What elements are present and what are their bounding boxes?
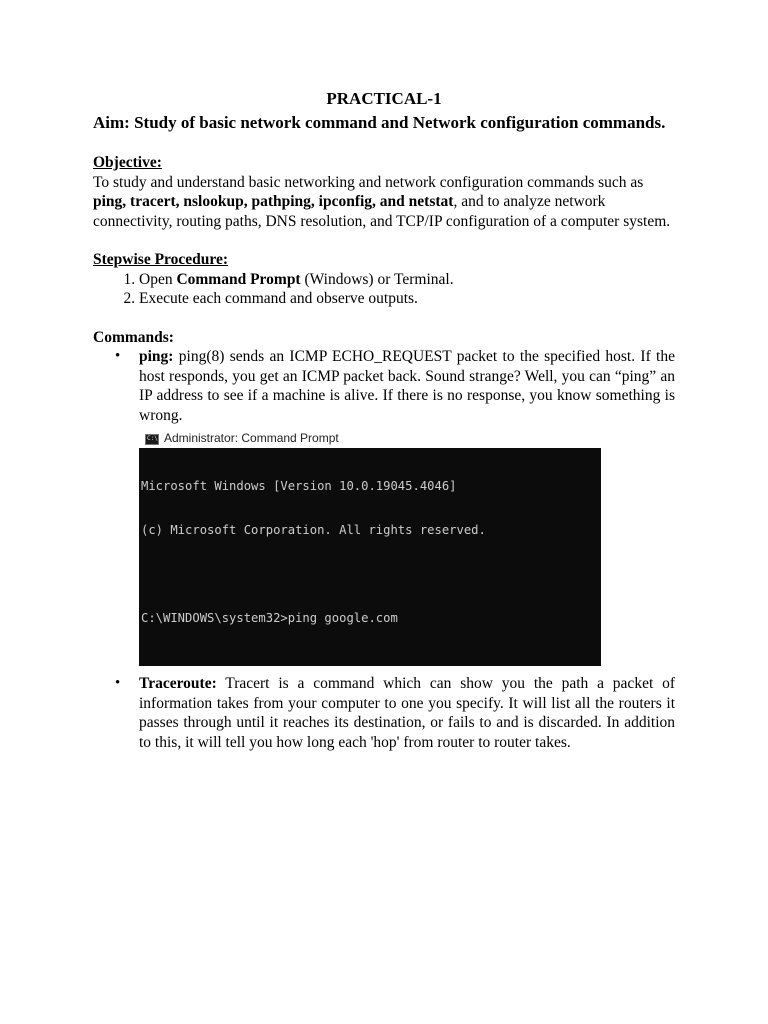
objective-text-part-2: , and to analyze network connectivity, routing paths, DNS resolution, and TCP/IP configuration of a computer system. <box>93 193 671 230</box>
procedure-steps <box>93 270 675 309</box>
procedure-step-text: (Windows) or Terminal. <box>300 270 454 288</box>
procedure-step-text: Execute each command and observe outputs. <box>139 290 418 307</box>
command-description: Tracert is a command which can show you the path a packet of information takes from your computer to one you specify. It will list all the routers it passes through until it reaches its destination, or fails to and is discarded. In addition to this, it will tell you how long each 'hop' from router to router takes. <box>139 675 675 751</box>
procedure-step-text: Open <box>139 270 177 288</box>
page-title: PRACTICAL-1 <box>326 89 442 108</box>
console-titlebar <box>145 430 601 448</box>
bullet-icon: • <box>115 675 121 691</box>
objective-text <box>93 173 675 232</box>
command-prompt-screenshot <box>139 430 601 666</box>
commands-heading: Commands: <box>93 328 174 346</box>
aim-statement: Aim: Study of basic network command and Network configuration commands. <box>93 113 666 132</box>
procedure-heading: Stepwise Procedure: <box>93 251 229 268</box>
procedure-step-bold: Command Prompt <box>176 270 301 288</box>
procedure-step <box>139 270 675 290</box>
objective-command-list: ping, tracert, nslookup, pathping, ipconfig, and netstat <box>93 193 454 210</box>
command-item-ping <box>115 347 675 666</box>
console-line: (c) Microsoft Corporation. All rights reserved. <box>141 522 486 537</box>
bullet-icon: • <box>115 348 121 364</box>
command-item-traceroute <box>115 674 675 752</box>
console-line: Microsoft Windows [Version 10.0.19045.4046] <box>141 479 457 494</box>
objective-heading: Objective: <box>93 154 162 171</box>
objective-text-part-1: To study and understand basic networking and network configuration commands such as <box>93 173 644 191</box>
console-output <box>139 448 601 666</box>
command-term: Traceroute: <box>139 675 217 692</box>
document-page <box>93 88 675 752</box>
command-description: ping(8) sends an ICMP ECHO_REQUEST packet to the specified host. If the host responds, you get an ICMP packet back. Sound strange? Well, you can “ping” an IP address to see if a machine is alive. If there is no response, you know something is wrong. <box>139 348 675 424</box>
command-term: ping: <box>139 348 174 365</box>
console-line <box>141 567 601 582</box>
commands-list <box>93 347 675 752</box>
console-line: C:\WINDOWS\system32>ping google.com <box>141 610 398 625</box>
console-title: Administrator: Command Prompt <box>164 431 339 446</box>
procedure-step <box>139 289 675 309</box>
console-line <box>141 654 601 666</box>
cmd-window-icon <box>145 434 159 445</box>
